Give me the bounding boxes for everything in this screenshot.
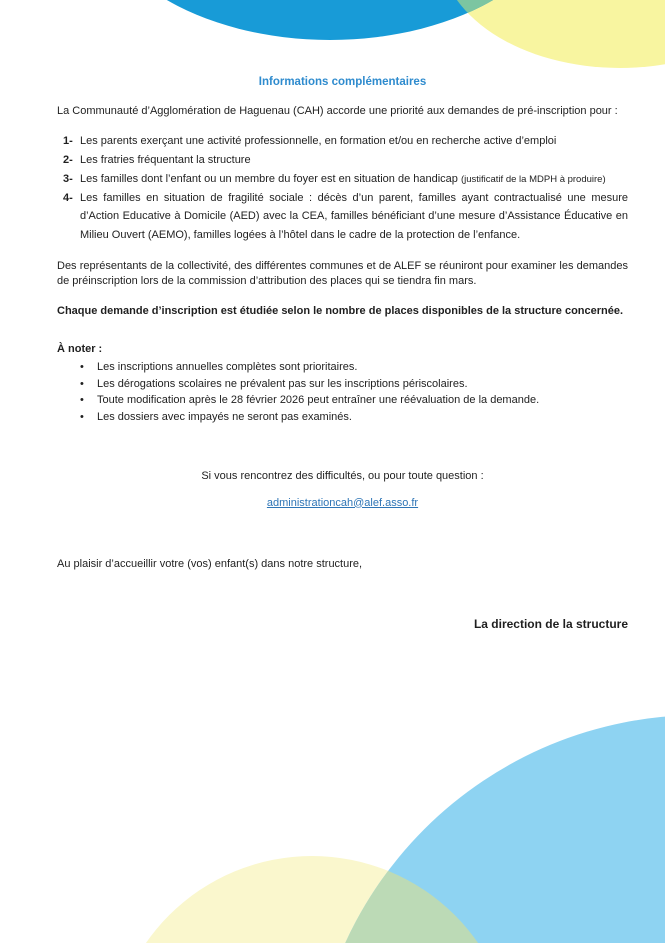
note-item-4 bbox=[80, 409, 628, 426]
note-list bbox=[80, 359, 628, 425]
bottom-decoration bbox=[0, 700, 665, 943]
contact-email-link[interactable]: administrationcah@alef.asso.fr bbox=[266, 496, 419, 509]
priority-item-text: Les familles en situation de fragilité sociale : décès d’un parent, familles ayant contractualisé une mesure d’Action Educative à Domicile (AED) avec la CEA, familles bénéficiant d’une mesure d’Assistance Éducative en Milieu Ouvert (AEMO), familles logées à l’hôtel dans le cadre de la protection de l’enfance. bbox=[80, 191, 628, 241]
priority-item-1 bbox=[63, 132, 628, 151]
contact-block bbox=[57, 469, 628, 511]
priority-item-number: 4- bbox=[63, 191, 73, 204]
note-item-text: Les dérogations scolaires ne prévalent pas sur les inscriptions périscolaires. bbox=[97, 377, 468, 390]
bullet-icon: • bbox=[80, 361, 84, 374]
priority-item-text: Les parents exerçant une activité professionnelle, en formation et/ou en recherche active d’emploi bbox=[80, 135, 557, 148]
priority-item-text bbox=[80, 170, 628, 189]
intro-paragraph: La Communauté d’Agglomération de Haguenau (CAH) accorde une priorité aux demandes de pré-inscription pour : bbox=[57, 105, 618, 118]
committee-paragraph: Des représentants de la collectivité, des différentes communes et de ALEF se réuniront pour examiner les demandes de préinscription lors de la commission d’attribution des places qui se tiendra fin mars. bbox=[57, 259, 628, 287]
contact-line: Si vous rencontrez des difficultés, ou pour toute question : bbox=[201, 470, 484, 483]
priority-item-note: (justificatif de la MDPH à produire) bbox=[460, 173, 606, 185]
farewell-line: Au plaisir d’accueillir votre (vos) enfant(s) dans notre structure, bbox=[57, 557, 363, 570]
note-item-text: Les inscriptions annuelles complètes sont prioritaires. bbox=[97, 361, 358, 374]
bottom-blue-circle bbox=[310, 715, 665, 943]
signature-line: La direction de la structure bbox=[473, 617, 628, 632]
priority-item-2 bbox=[63, 151, 628, 170]
contact-email-line bbox=[57, 496, 628, 511]
bullet-icon: • bbox=[80, 410, 84, 423]
bullet-icon: • bbox=[80, 394, 84, 407]
priority-item-4 bbox=[63, 189, 628, 245]
priority-item-number: 2- bbox=[63, 154, 73, 167]
priority-item-text: Les fratries fréquentant la structure bbox=[80, 154, 251, 167]
priority-item-number: 1- bbox=[63, 135, 73, 148]
note-item-1 bbox=[80, 359, 628, 376]
page-title: Informations complémentaires bbox=[258, 76, 427, 88]
note-item-text: Toute modification après le 28 février 2026 peut entraîner une réévaluation de la demande. bbox=[97, 394, 540, 407]
bottom-overlap-shape bbox=[110, 856, 514, 943]
note-item-3 bbox=[80, 392, 628, 409]
priority-item-number: 3- bbox=[63, 172, 73, 185]
note-heading: À noter : bbox=[57, 342, 103, 355]
priority-list bbox=[63, 132, 628, 244]
priority-item-3 bbox=[63, 170, 628, 189]
priority-item-main-text: Les familles dont l’enfant ou un membre du foyer est en situation de handicap bbox=[80, 172, 461, 185]
places-paragraph: Chaque demande d’inscription est étudiée selon le nombre de places disponibles de la structure concernée. bbox=[57, 305, 624, 318]
bullet-icon: • bbox=[80, 377, 84, 390]
bottom-yellow-circle bbox=[110, 856, 514, 943]
note-item-text: Les dossiers avec impayés ne seront pas examinés. bbox=[97, 410, 352, 423]
note-item-2 bbox=[80, 376, 628, 393]
